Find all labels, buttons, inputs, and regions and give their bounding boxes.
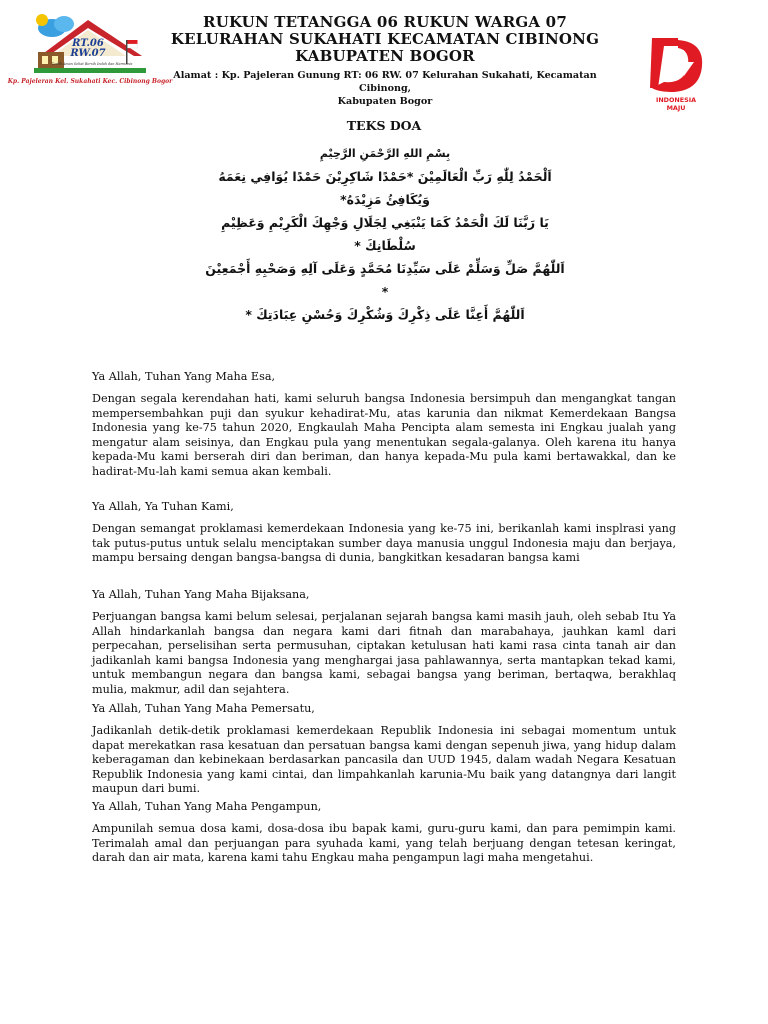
logo-rt-text: RT.06 xyxy=(72,38,104,49)
section-paragraph: Jadikanlah detik-detik proklamasi kemerdekaan Republik Indonesia ini sebagai momentum untuk dapat merekatkan rasa kesatuan dan persatuan bangsa kami dengan sepenuh jiwa, yang hidup dalam keberagaman dan kebinekaan berdasarkan pancasila dan UUD 1945, dalam wadah Negara Kesatuan Republik Indonesia yang kami cintai, dan limpahkanlah karunia-Mu baik yang datangnya dari langit maupun dari bumi. xyxy=(92,724,676,795)
section-paragraph: Perjuangan bangsa kami belum selesai, perjalanan sejarah bangsa kami masih jauh, oleh sebab Itu Ya Allah hindarkanlah bangsa dan negara kami dari fitnah dan marabahaya, jauhkan kaml dari perpecahan, perselisihan serta permusuhan, ciptakan ketulusan hati kami rasa cinta tanah air dan jadikanlah kami bangsa Indonesia yang menghargai jasa pahlawannya, serta mantapkan tekad kami, untuk membangun negara dan bangsa kami, sebagai bangsa yang beriman, bertaqwa, berakhlaq mulia, makmur, adil dan sejahtera. xyxy=(92,610,676,696)
arabic-line-5: اَللّٰهُمَّ أَعِنَّا عَلَى ذِكْرِكَ وَشُكْرِكَ وَحُسْنِ عِبَادَتِكَ * xyxy=(245,307,525,322)
rt-rw-logo xyxy=(7,10,173,92)
rt-rw-logo-graphic xyxy=(7,10,173,92)
section-greeting: Ya Allah, Tuhan Yang Maha Bijaksana, xyxy=(92,588,310,601)
document-title: TEKS DOA xyxy=(346,118,422,133)
arabic-line-2: اَلْحَمْدُ لِلّٰهِ رَبِّ الْعَالَمِيْنَ *حَمْدًا شَاكِرِيْنَ حَمْدًا يُوَافِي نِعَمَهُ وَيُكَافِئُ مَزِيْدَهُ* xyxy=(218,169,552,207)
logo-maju-text: MAJU xyxy=(666,104,686,112)
hut-ri-75-graphic xyxy=(644,36,708,114)
arabic-line-4: اَللّٰهُمَّ صَلِّ وَسَلِّمْ عَلَى سَيِّدِنَا مُحَمَّدٍ وَعَلَى آلِهِ وَصَحْبِهِ أَجْمَعِيْنَ * xyxy=(205,261,565,299)
letterhead-line-1: RUKUN TETANGGA 06 RUKUN WARGA 07 xyxy=(203,13,567,31)
prayer-section-1 xyxy=(92,370,676,479)
address-line-1: Alamat : Kp. Pajeleran Gunung RT: 06 RW. 07 Kelurahan Sukahati, Kecamatan Cibinong, xyxy=(173,70,597,94)
section-paragraph: Dengan semangat proklamasi kemerdekaan Indonesia yang ke-75 ini, berikanlah kami insplrasi yang tak putus-putus untuk selalu menciptakan sumber daya manusia unggul Indonesia maju dan berjaya, mampu bersaing dengan bangsa-bangsa di dunia, bangkitkan kesadaran bangsa kami xyxy=(92,522,676,564)
letterhead xyxy=(170,14,600,108)
section-paragraph: Dengan segala kerendahan hati, kami seluruh bangsa Indonesia bersimpuh dan mengangkat tangan mempersembahkan puji dan syukur kehadirat-Mu, atas karunia dan nikmat Kemerdekaan Bangsa Indonesia yang ke-75 tahun 2020, Engkaulah Maha Pencipta alam semesta ini Engkau jualah yang mengatur alam seisinya, dan Engkau pula yang menentukan segala-galanya. Oleh karena itu hanya kepada-Mu kami berserah diri dan beriman, dan hanya kepada-Mu pula kami bertawakkal, dan ke hadirat-Mu-lah kami semua akan kembali. xyxy=(92,392,676,478)
address xyxy=(170,69,600,108)
logo-caption: Kp. Pajeleran Kel. Sukahati Kec. Cibinong Bogor xyxy=(7,78,173,85)
hut-ri-75-logo xyxy=(644,36,708,114)
arabic-line-basmalah: بِسْمِ اللهِ الرَّحْمَنِ الرَّحِيْمِ xyxy=(319,147,451,160)
section-greeting: Ya Allah, Ya Tuhan Kami, xyxy=(92,500,234,513)
prayer-section-3 xyxy=(92,588,676,697)
section-paragraph: Ampunilah semua dosa kami, dosa-dosa ibu bapak kami, guru-guru kami, dan para pemimpin kami. Terimalah amal dan perjuangan para syuhada kami, yang telah berjuang dengan tetesan keringat, darah dan air mata, karena kami tahu Engkau maha pengampun lagi maha mengetahui. xyxy=(92,822,676,864)
logo-indonesia-text: INDONESIA xyxy=(655,96,697,104)
logo-rw-text: RW.07 xyxy=(70,48,106,59)
address-line-2: Kabupaten Bogor xyxy=(337,96,433,107)
section-greeting: Ya Allah, Tuhan Yang Maha Pengampun, xyxy=(92,800,322,813)
prayer-section-4 xyxy=(92,702,676,797)
arabic-line-3: يَا رَبَّنَا لَكَ الْحَمْدُ كَمَا يَنْبَغِي لِجَلَالِ وَجْهِكَ الْكَرِيْمِ وَعَظِيْمِ سُلْطَانِكَ * xyxy=(221,215,549,253)
letterhead-line-2: KELURAHAN SUKAHATI KECAMATAN CIBINONG xyxy=(170,30,600,48)
section-greeting: Ya Allah, Tuhan Yang Maha Pemersatu, xyxy=(92,702,315,715)
arabic-prayer xyxy=(200,142,570,326)
prayer-section-2 xyxy=(92,500,676,566)
prayer-section-5 xyxy=(92,800,676,866)
section-greeting: Ya Allah, Tuhan Yang Maha Esa, xyxy=(92,370,276,383)
logo-tagline: Tertib Aman Sehat Bersih Indah dan Harmonis xyxy=(51,62,133,66)
letterhead-line-3: KABUPATEN BOGOR xyxy=(295,47,475,65)
